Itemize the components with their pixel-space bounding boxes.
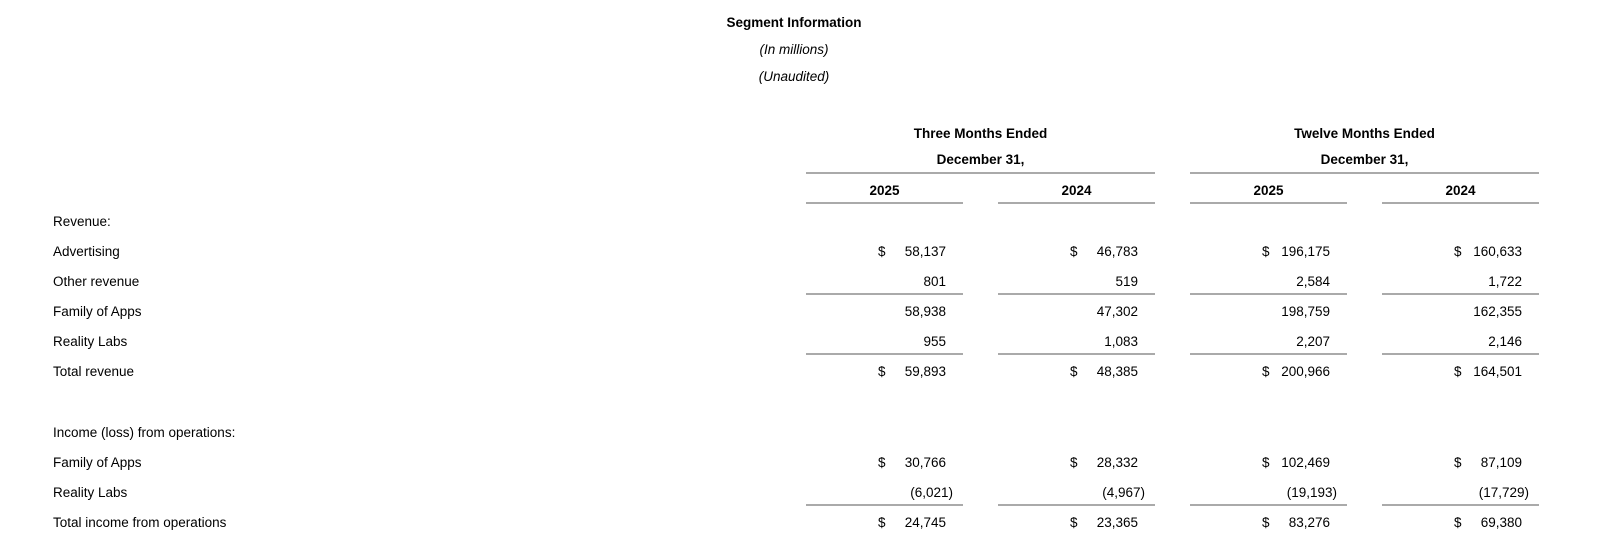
value: 196,175 [1281, 244, 1330, 259]
value-cell [806, 244, 963, 260]
audit-status-note: (Unaudited) [758, 69, 830, 84]
value: 198,759 [1281, 304, 1330, 319]
table-row-family-of-apps-revenue [0, 304, 1600, 320]
row-label: Family of Apps [53, 304, 142, 319]
value: (6,021) [910, 485, 953, 500]
column-header-year: 2024 [1445, 183, 1476, 198]
year-header-divider [998, 202, 1155, 204]
value-cell [1190, 515, 1347, 531]
value-cell [998, 334, 1155, 350]
value: (17,729) [1478, 485, 1529, 500]
row-label: Advertising [53, 244, 120, 259]
currency-symbol: $ [878, 364, 886, 379]
value-cell [1190, 485, 1347, 501]
row-label: Reality Labs [53, 485, 128, 500]
section-heading-label: Revenue: [53, 214, 111, 229]
value: 102,469 [1281, 455, 1330, 470]
value: 87,109 [1480, 455, 1522, 470]
currency-symbol: $ [1454, 515, 1462, 530]
value: 801 [923, 274, 946, 289]
table-row-reality-labs-income [0, 485, 1600, 501]
value: 58,938 [904, 304, 946, 319]
value-cell [1190, 334, 1347, 350]
column-header-year: 2025 [869, 183, 900, 198]
section-heading-revenue [0, 214, 1600, 230]
currency-symbol: $ [878, 515, 886, 530]
year-header-divider [806, 202, 963, 204]
column-header-year: 2024 [1061, 183, 1092, 198]
value: 47,302 [1096, 304, 1138, 319]
value: (4,967) [1102, 485, 1145, 500]
value-cell [998, 274, 1155, 290]
value-cell [806, 304, 963, 320]
column-group-twelve-months-label: Twelve Months Ended [1294, 126, 1435, 141]
value: 160,633 [1473, 244, 1522, 259]
units-note: (In millions) [759, 42, 829, 57]
currency-symbol: $ [1262, 244, 1270, 259]
value: 200,966 [1281, 364, 1330, 379]
value: 955 [923, 334, 946, 349]
currency-symbol: $ [1070, 364, 1078, 379]
value-cell [998, 244, 1155, 260]
year-header-divider [1190, 202, 1347, 204]
value-cell [806, 455, 963, 471]
value: 2,584 [1296, 274, 1330, 289]
row-label: Other revenue [53, 274, 140, 289]
currency-symbol: $ [878, 244, 886, 259]
value-cell [1190, 274, 1347, 290]
table-row-total-income [0, 515, 1600, 531]
value-cell [806, 515, 963, 531]
value: 69,380 [1480, 515, 1522, 530]
value-cell [806, 485, 963, 501]
table-row-other-revenue [0, 274, 1600, 290]
currency-symbol: $ [1070, 244, 1078, 259]
currency-symbol: $ [1262, 455, 1270, 470]
currency-symbol: $ [1454, 244, 1462, 259]
value-cell [1382, 244, 1539, 260]
column-group-divider [806, 172, 1155, 174]
value-cell [998, 455, 1155, 471]
value-cell [998, 485, 1155, 501]
value-cell [1190, 455, 1347, 471]
currency-symbol: $ [1070, 515, 1078, 530]
value-cell [806, 334, 963, 350]
value: 58,137 [904, 244, 946, 259]
currency-symbol: $ [878, 455, 886, 470]
column-group-three-months-label: Three Months Ended [913, 126, 1048, 141]
row-label: Total revenue [53, 364, 135, 379]
value-cell [998, 515, 1155, 531]
value: 46,783 [1096, 244, 1138, 259]
section-heading-label: Income (loss) from operations: [53, 425, 236, 440]
column-header-year: 2025 [1253, 183, 1284, 198]
currency-symbol: $ [1262, 364, 1270, 379]
value: 164,501 [1473, 364, 1522, 379]
value: 2,207 [1296, 334, 1330, 349]
value-cell [806, 274, 963, 290]
value: 2,146 [1488, 334, 1522, 349]
table-row-advertising [0, 244, 1600, 260]
value-cell [1382, 304, 1539, 320]
value: 23,365 [1096, 515, 1138, 530]
value: 30,766 [904, 455, 946, 470]
value-cell [1190, 244, 1347, 260]
value: 162,355 [1473, 304, 1522, 319]
currency-symbol: $ [1454, 455, 1462, 470]
value-cell [1190, 304, 1347, 320]
value: 28,332 [1096, 455, 1138, 470]
value-cell [1382, 485, 1539, 501]
row-label: Total income from operations [53, 515, 227, 530]
value: 24,745 [904, 515, 946, 530]
currency-symbol: $ [1070, 455, 1078, 470]
section-heading-income [0, 425, 1600, 441]
value-cell [998, 304, 1155, 320]
value: (19,193) [1286, 485, 1337, 500]
column-group-twelve-months-date: December 31, [1320, 152, 1409, 167]
row-label: Family of Apps [53, 455, 142, 470]
currency-symbol: $ [1454, 364, 1462, 379]
value-cell [1382, 274, 1539, 290]
year-header-divider [1382, 202, 1539, 204]
currency-symbol: $ [1262, 515, 1270, 530]
value: 48,385 [1096, 364, 1138, 379]
value: 1,083 [1104, 334, 1138, 349]
value-cell [1382, 334, 1539, 350]
value: 519 [1115, 274, 1138, 289]
table-row-reality-labs-revenue [0, 334, 1600, 350]
table-row-family-of-apps-income [0, 455, 1600, 471]
value-cell [1382, 364, 1539, 380]
column-group-divider [1190, 172, 1539, 174]
value: 59,893 [904, 364, 946, 379]
value-cell [998, 364, 1155, 380]
column-group-three-months-date: December 31, [936, 152, 1025, 167]
value: 1,722 [1488, 274, 1522, 289]
row-label: Reality Labs [53, 334, 128, 349]
page-title: Segment Information [726, 15, 862, 30]
value-cell [1382, 455, 1539, 471]
value-cell [1382, 515, 1539, 531]
value-cell [806, 364, 963, 380]
table-row-total-revenue [0, 364, 1600, 380]
value: 83,276 [1288, 515, 1330, 530]
value-cell [1190, 364, 1347, 380]
